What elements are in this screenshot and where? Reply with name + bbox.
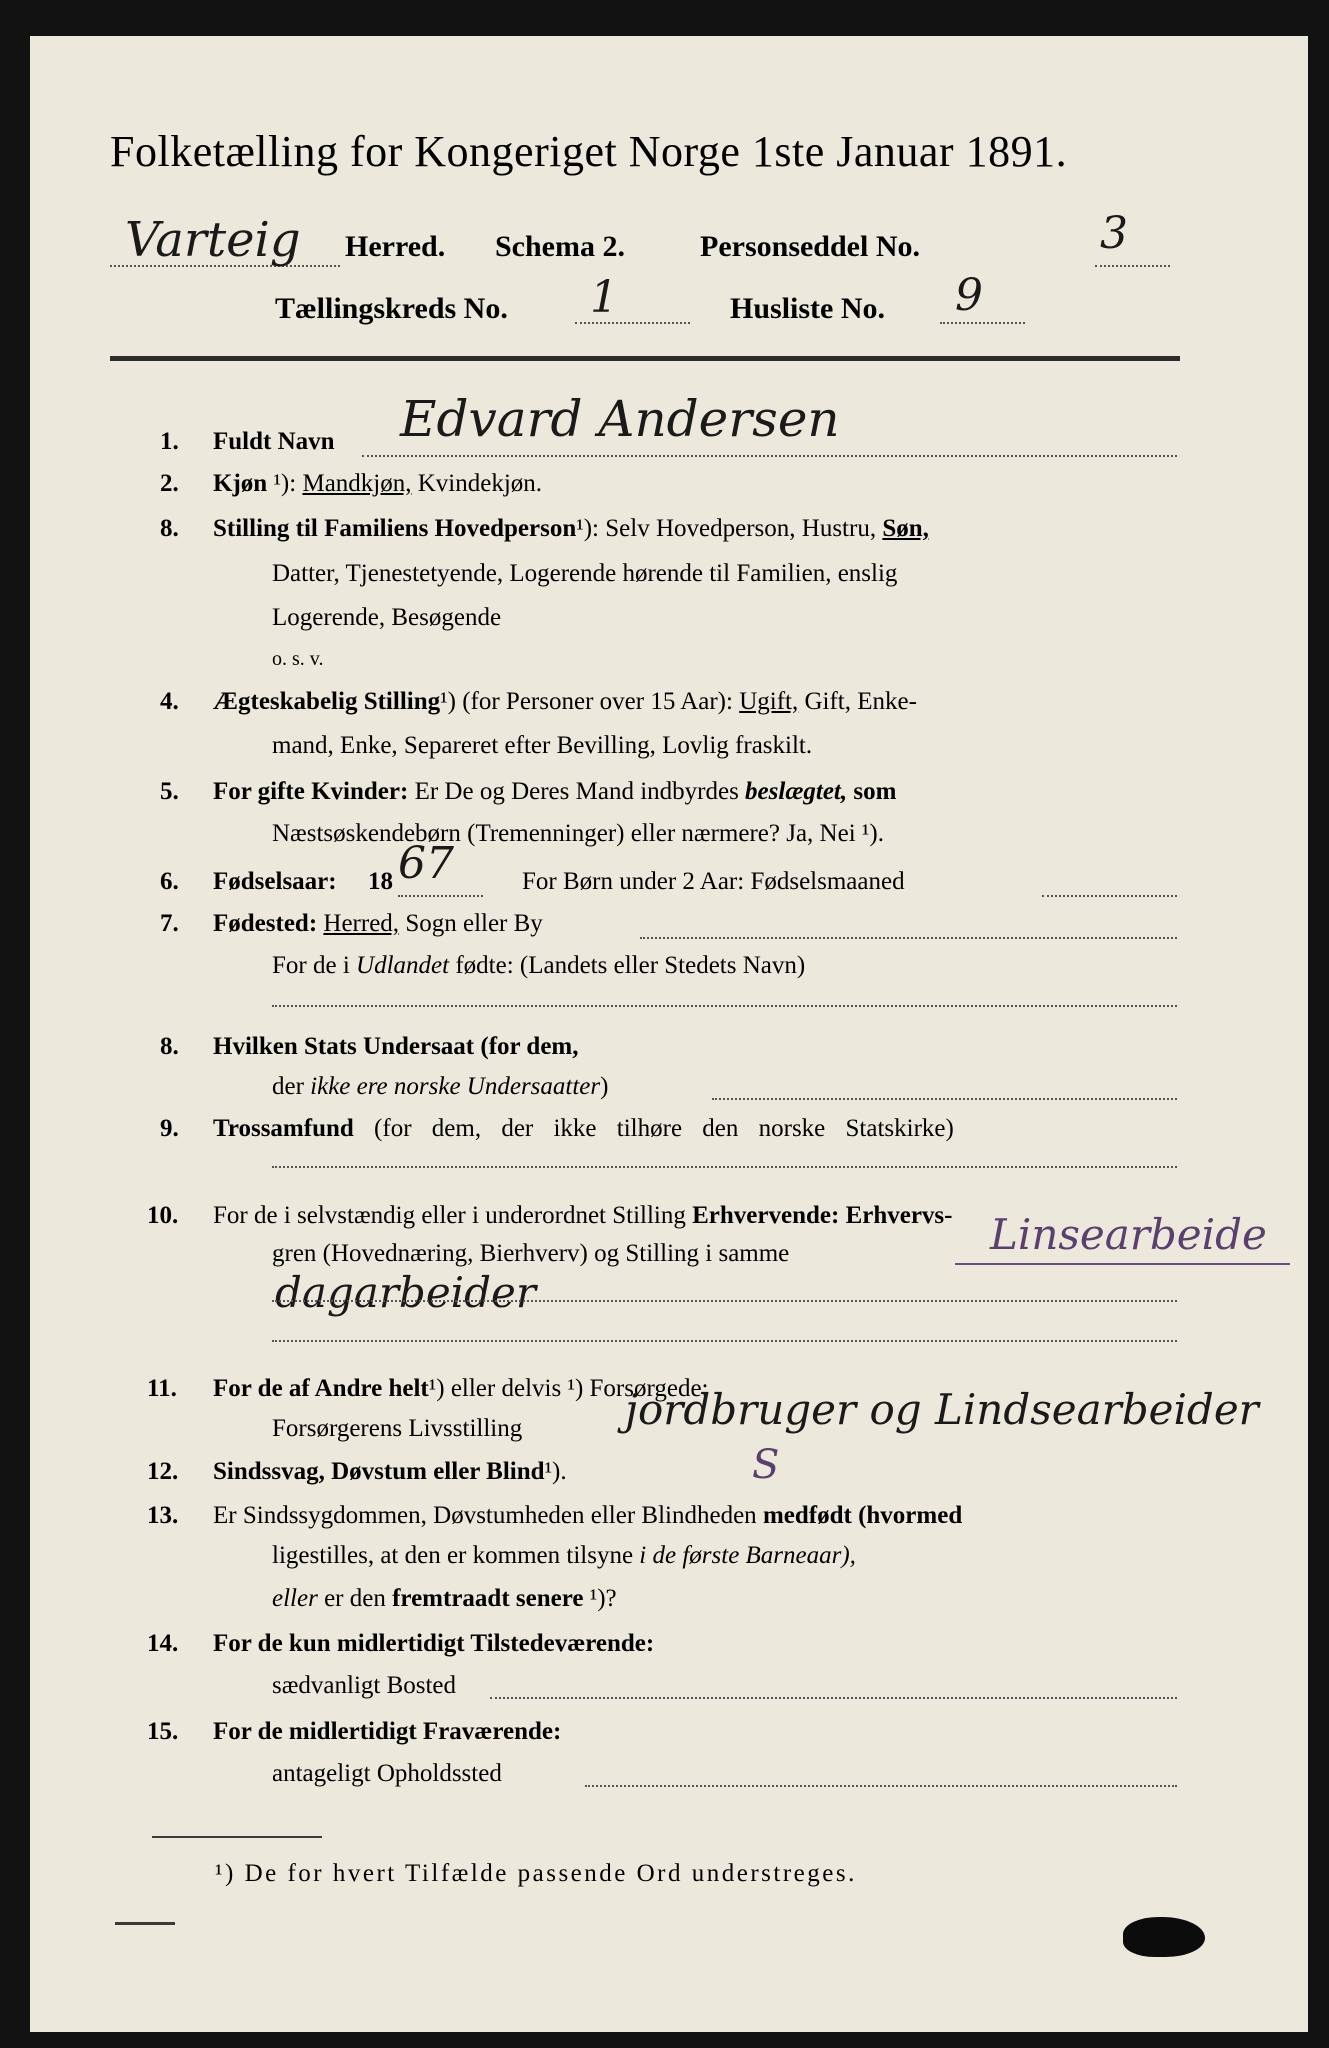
herred-label: Herred. bbox=[345, 230, 446, 263]
personseddel-value: 3 bbox=[1100, 208, 1128, 259]
q10-line2: gren (Hovednæring, Bierhverv) og Stilling i samme bbox=[272, 1240, 790, 1267]
q3-row bbox=[213, 515, 929, 543]
q3-options: Selv Hovedperson, Hustru, bbox=[605, 515, 877, 542]
item-number: 13. bbox=[147, 1502, 179, 1529]
q5-row bbox=[213, 778, 896, 806]
q10-line3 bbox=[272, 1300, 1177, 1302]
q2-label: Kjøn bbox=[213, 470, 268, 497]
q7-udlandet: Udlandet bbox=[356, 952, 450, 979]
q13-sup: ¹)? bbox=[589, 1585, 617, 1612]
q3-line2: Datter, Tjenestetyende, Logerende hørende til Familien, enslig bbox=[272, 560, 898, 587]
q13-er-den: er den bbox=[324, 1585, 386, 1612]
item-number: 11. bbox=[147, 1375, 177, 1402]
q10-line4 bbox=[272, 1340, 1177, 1342]
q6-year-value: 67 bbox=[398, 838, 454, 889]
q8-der: der bbox=[272, 1073, 304, 1100]
q3-line4: o. s. v. bbox=[272, 648, 324, 670]
herred-value: Varteig bbox=[125, 212, 301, 268]
q11-line2: Forsørgerens Livsstilling bbox=[272, 1415, 523, 1442]
q13-text: Er Sindssygdommen, Døvstumheden eller Blindheden bbox=[213, 1502, 757, 1529]
q5-line2: Næstsøskendebørn (Tremenninger) eller nærmere? Ja, Nei ¹). bbox=[272, 820, 884, 847]
schema-label: Schema 2. bbox=[495, 230, 625, 263]
item-number: 12. bbox=[147, 1458, 179, 1485]
husliste-line bbox=[940, 322, 1025, 324]
form-title: Folketælling for Kongeriget Norge 1ste Januar 1891. bbox=[110, 127, 1068, 176]
q13-barneaar: i de første Barneaar), bbox=[639, 1542, 856, 1569]
q11-forsorgede: ¹) eller delvis ¹) Forsørgede: bbox=[428, 1375, 709, 1402]
item-number: 5. bbox=[160, 778, 179, 805]
q10-text: For de i selvstændig eller i underordnet Stilling bbox=[213, 1202, 686, 1229]
ink-blot bbox=[1123, 1917, 1205, 1957]
item-number: 9. bbox=[160, 1115, 179, 1142]
q7-line3 bbox=[272, 1005, 1177, 1007]
q10-row bbox=[213, 1202, 953, 1230]
q8-ikke-norske: ikke ere norske Undersaatter bbox=[310, 1073, 601, 1100]
q10-erhvervende: Erhvervende: Erhvervs- bbox=[692, 1202, 953, 1229]
q13-line2 bbox=[272, 1542, 856, 1570]
q15-line bbox=[585, 1785, 1177, 1787]
q7-line2-rest: fødte: (Landets eller Stedets Navn) bbox=[455, 952, 806, 979]
q5-som: som bbox=[853, 778, 897, 805]
q2-sup: ¹): bbox=[273, 470, 297, 497]
item-number: 14. bbox=[147, 1630, 179, 1657]
q6-prefix: 18 bbox=[368, 868, 393, 895]
item-number: 2. bbox=[160, 470, 179, 497]
q6-year-line bbox=[398, 895, 483, 897]
q2-option-kvindekjon: Kvindekjøn. bbox=[417, 470, 543, 497]
item-number: 15. bbox=[147, 1718, 179, 1745]
q8-line bbox=[712, 1098, 1177, 1100]
q14-label: For de kun midlertidigt Tilstedeværende: bbox=[213, 1630, 655, 1657]
q13-medfodt: medfødt (hvormed bbox=[762, 1502, 963, 1529]
q2-option-mandkjon: Mandkjøn, bbox=[302, 470, 412, 497]
q6-month-line bbox=[1042, 895, 1177, 897]
q12-label: Sindssvag, Døvstum eller Blind bbox=[213, 1458, 545, 1485]
q7-line2 bbox=[272, 952, 805, 980]
q7-line bbox=[640, 937, 1177, 939]
husliste-label: Husliste No. bbox=[730, 292, 886, 325]
q12-row bbox=[213, 1458, 567, 1486]
q1-line bbox=[362, 455, 1177, 457]
q7-label: Fødested: bbox=[213, 910, 318, 937]
kreds-label: Tællingskreds No. bbox=[275, 292, 508, 325]
q9-row bbox=[213, 1115, 954, 1143]
q13-eller: eller bbox=[272, 1585, 318, 1612]
q4-qualifier: ¹) (for Personer over 15 Aar): bbox=[440, 688, 733, 715]
q3-line3: Logerende, Besøgende bbox=[272, 604, 502, 631]
q15-line2: antageligt Opholdssted bbox=[272, 1760, 502, 1787]
q3-option-son: Søn, bbox=[882, 515, 929, 542]
q9-text: (for dem, der ikke tilhøre den norske Statskirke) bbox=[374, 1115, 954, 1142]
q1-name-value: Edvard Andersen bbox=[400, 390, 840, 448]
q5-beslaegtet: beslægtet, bbox=[745, 778, 848, 805]
q13-line2-text: ligestilles, at den er kommen tilsyne bbox=[272, 1542, 634, 1569]
q8-label: Hvilken Stats Undersaat (for dem, bbox=[213, 1033, 579, 1060]
q15-label: For de midlertidigt Fraværende: bbox=[213, 1718, 562, 1745]
q11-value: jordbruger og Lindsearbeider bbox=[625, 1385, 1259, 1434]
q1-label: Fuldt Navn bbox=[213, 428, 335, 455]
q13-row bbox=[213, 1502, 962, 1530]
q3-label: Stilling til Familiens Hovedperson bbox=[213, 515, 577, 542]
q12-sup: ¹). bbox=[544, 1458, 567, 1485]
q14-line bbox=[490, 1697, 1177, 1699]
q10-value-1: Linsearbeide bbox=[990, 1210, 1267, 1259]
q9-line bbox=[272, 1166, 1177, 1168]
husliste-value: 9 bbox=[955, 270, 983, 321]
item-number: 8. bbox=[160, 1033, 179, 1060]
q4-line2: mand, Enke, Separeret efter Bevilling, Lovlig fraskilt. bbox=[272, 732, 813, 759]
q3-sup: ¹): bbox=[576, 515, 600, 542]
personseddel-line bbox=[1095, 265, 1170, 267]
q4-options: Gift, Enke- bbox=[804, 688, 917, 715]
q4-label: Ægteskabelig Stilling bbox=[213, 688, 441, 715]
item-number: 8. bbox=[160, 515, 179, 542]
q4-row bbox=[213, 688, 917, 716]
q10-underline bbox=[955, 1263, 1290, 1265]
q6-rest bbox=[522, 868, 905, 896]
q7-options: Sogn eller By bbox=[405, 910, 543, 937]
footnote-rule bbox=[152, 1836, 322, 1838]
kreds-value: 1 bbox=[590, 272, 618, 323]
q13-fremtraadt: fremtraadt senere bbox=[392, 1585, 584, 1612]
item-number: 1. bbox=[160, 428, 179, 455]
q6-month-label: For Børn under 2 Aar: Fødselsmaaned bbox=[522, 868, 905, 895]
q10-value-2: dagarbeider bbox=[275, 1268, 536, 1317]
q5-text: Er De og Deres Mand indbyrdes bbox=[414, 778, 739, 805]
q8-paren: ) bbox=[600, 1073, 609, 1100]
q6-label: Fødselsaar: bbox=[213, 868, 337, 895]
q2-row bbox=[213, 470, 542, 498]
personseddel-label: Personseddel No. bbox=[700, 230, 920, 263]
q4-option-ugift: Ugift, bbox=[739, 688, 799, 715]
header-rule bbox=[110, 356, 1180, 361]
item-number: 6. bbox=[160, 868, 179, 895]
q8-line2 bbox=[272, 1073, 608, 1101]
footnote: ¹) De for hvert Tilfælde passende Ord understreges. bbox=[215, 1860, 857, 1887]
q14-line2: sædvanligt Bosted bbox=[272, 1672, 457, 1699]
q12-mark: S bbox=[752, 1442, 780, 1488]
q13-line3 bbox=[272, 1585, 617, 1613]
q7-row bbox=[213, 910, 543, 938]
q9-label: Trossamfund bbox=[213, 1115, 354, 1142]
item-number: 4. bbox=[160, 688, 179, 715]
q5-label: For gifte Kvinder: bbox=[213, 778, 409, 805]
item-number: 7. bbox=[160, 910, 179, 937]
q7-option-herred: Herred, bbox=[323, 910, 400, 937]
kreds-line bbox=[575, 322, 690, 324]
q7-line2-text: For de i bbox=[272, 952, 350, 979]
q11-text: For de af Andre helt bbox=[213, 1375, 429, 1402]
item-number: 10. bbox=[147, 1202, 179, 1229]
stray-mark bbox=[115, 1922, 175, 1925]
